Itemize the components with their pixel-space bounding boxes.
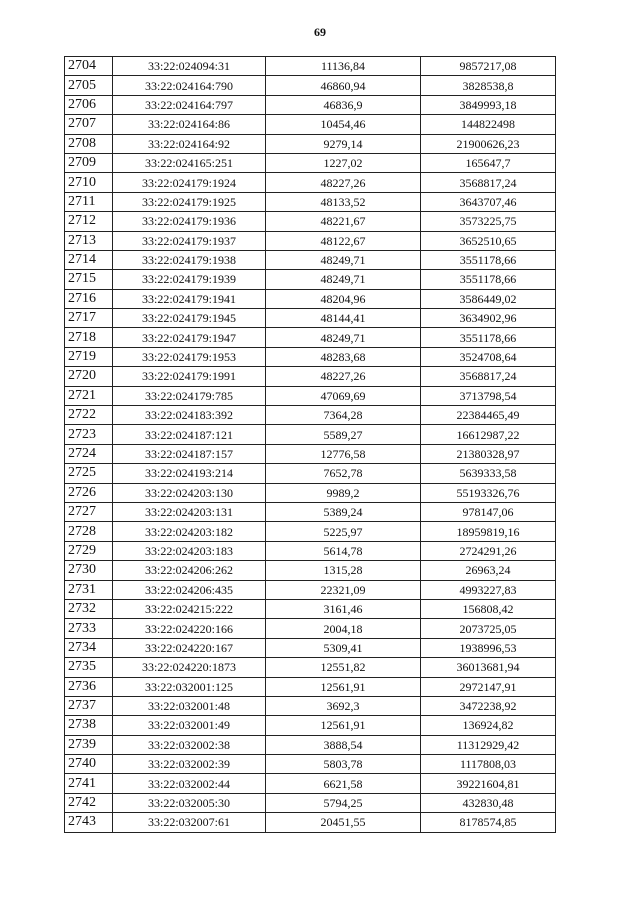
row-number-cell: 2722 — [65, 406, 113, 425]
table-row — [65, 173, 556, 192]
table-row — [65, 192, 556, 211]
value-cell: 978147,06 — [421, 502, 556, 521]
area-cell: 22321,09 — [266, 580, 421, 599]
cadastral-number-cell: 33:22:032002:38 — [113, 735, 266, 754]
area-cell: 3888,54 — [266, 735, 421, 754]
value-cell: 3551178,66 — [421, 270, 556, 289]
cadastral-number-cell: 33:22:024203:183 — [113, 541, 266, 560]
row-number-cell: 2719 — [65, 347, 113, 366]
value-cell: 144822498 — [421, 115, 556, 134]
table-row — [65, 57, 556, 76]
value-cell: 55193326,76 — [421, 483, 556, 502]
row-number-cell: 2713 — [65, 231, 113, 250]
cadastral-number-cell: 33:22:032001:125 — [113, 677, 266, 696]
row-number-cell: 2742 — [65, 793, 113, 812]
row-number-cell: 2741 — [65, 774, 113, 793]
value-cell: 1938996,53 — [421, 638, 556, 657]
area-cell: 5389,24 — [266, 502, 421, 521]
row-number-cell: 2728 — [65, 522, 113, 541]
row-number-cell: 2735 — [65, 658, 113, 677]
cadastral-number-cell: 33:22:024215:222 — [113, 599, 266, 618]
area-cell: 48204,96 — [266, 289, 421, 308]
table-row — [65, 580, 556, 599]
area-cell: 47069,69 — [266, 386, 421, 405]
area-cell: 20451,55 — [266, 813, 421, 832]
cadastral-number-cell: 33:22:024187:121 — [113, 425, 266, 444]
cadastral-number-cell: 33:22:024220:1873 — [113, 658, 266, 677]
row-number-cell: 2704 — [65, 57, 113, 76]
cadastral-number-cell: 33:22:032007:61 — [113, 813, 266, 832]
area-cell: 48249,71 — [266, 250, 421, 269]
row-number-cell: 2736 — [65, 677, 113, 696]
row-number-cell: 2705 — [65, 76, 113, 95]
table-row — [65, 619, 556, 638]
cadastral-number-cell: 33:22:024179:785 — [113, 386, 266, 405]
cadastral-number-cell: 33:22:024179:1947 — [113, 328, 266, 347]
row-number-cell: 2737 — [65, 696, 113, 715]
value-cell: 39221604,81 — [421, 774, 556, 793]
value-cell: 21900626,23 — [421, 134, 556, 153]
value-cell: 18959819,16 — [421, 522, 556, 541]
value-cell: 3551178,66 — [421, 328, 556, 347]
area-cell: 48221,67 — [266, 212, 421, 231]
row-number-cell: 2710 — [65, 173, 113, 192]
table-row — [65, 328, 556, 347]
row-number-cell: 2726 — [65, 483, 113, 502]
table-row — [65, 541, 556, 560]
area-cell: 48122,67 — [266, 231, 421, 250]
table-row — [65, 367, 556, 386]
value-cell: 36013681,94 — [421, 658, 556, 677]
cadastral-number-cell: 33:22:032001:49 — [113, 716, 266, 735]
table-row — [65, 638, 556, 657]
area-cell: 46836,9 — [266, 95, 421, 114]
value-cell: 3551178,66 — [421, 250, 556, 269]
table-row — [65, 813, 556, 832]
area-cell: 48249,71 — [266, 270, 421, 289]
cadastral-number-cell: 33:22:024179:1945 — [113, 309, 266, 328]
area-cell: 7364,28 — [266, 406, 421, 425]
cadastral-number-cell: 33:22:024179:1936 — [113, 212, 266, 231]
table-row — [65, 425, 556, 444]
area-cell: 10454,46 — [266, 115, 421, 134]
area-cell: 48283,68 — [266, 347, 421, 366]
cadastral-number-cell: 33:22:024206:435 — [113, 580, 266, 599]
value-cell: 2972147,91 — [421, 677, 556, 696]
row-number-cell: 2718 — [65, 328, 113, 347]
table-row — [65, 95, 556, 114]
value-cell: 3573225,75 — [421, 212, 556, 231]
value-cell: 16612987,22 — [421, 425, 556, 444]
area-cell: 7652,78 — [266, 464, 421, 483]
cadastral-number-cell: 33:22:024165:251 — [113, 153, 266, 172]
table-row — [65, 231, 556, 250]
table-row — [65, 134, 556, 153]
table-row — [65, 347, 556, 366]
row-number-cell: 2738 — [65, 716, 113, 735]
table-row — [65, 406, 556, 425]
cadastral-number-cell: 33:22:032001:48 — [113, 696, 266, 715]
row-number-cell: 2714 — [65, 250, 113, 269]
area-cell: 12776,58 — [266, 444, 421, 463]
value-cell: 156808,42 — [421, 599, 556, 618]
area-cell: 3161,46 — [266, 599, 421, 618]
cadastral-number-cell: 33:22:024179:1937 — [113, 231, 266, 250]
row-number-cell: 2732 — [65, 599, 113, 618]
row-number-cell: 2712 — [65, 212, 113, 231]
table-row — [65, 309, 556, 328]
area-cell: 5614,78 — [266, 541, 421, 560]
cadastral-number-cell: 33:22:024206:262 — [113, 561, 266, 580]
cadastral-number-cell: 33:22:024193:214 — [113, 464, 266, 483]
cadastral-number-cell: 33:22:024164:797 — [113, 95, 266, 114]
table-row — [65, 212, 556, 231]
table-row — [65, 696, 556, 715]
row-number-cell: 2727 — [65, 502, 113, 521]
value-cell: 3568817,24 — [421, 367, 556, 386]
table-row — [65, 599, 556, 618]
area-cell: 6621,58 — [266, 774, 421, 793]
row-number-cell: 2716 — [65, 289, 113, 308]
cadastral-number-cell: 33:22:032002:44 — [113, 774, 266, 793]
row-number-cell: 2711 — [65, 192, 113, 211]
area-cell: 12561,91 — [266, 677, 421, 696]
cadastral-number-cell: 33:22:024179:1924 — [113, 173, 266, 192]
row-number-cell: 2706 — [65, 95, 113, 114]
page-number: 69 — [314, 25, 326, 39]
cadastral-number-cell: 33:22:024220:166 — [113, 619, 266, 638]
value-cell: 3849993,18 — [421, 95, 556, 114]
value-cell: 5639333,58 — [421, 464, 556, 483]
row-number-cell: 2733 — [65, 619, 113, 638]
value-cell: 3472238,92 — [421, 696, 556, 715]
area-cell: 11136,84 — [266, 57, 421, 76]
row-number-cell: 2740 — [65, 755, 113, 774]
cadastral-number-cell: 33:22:024094:31 — [113, 57, 266, 76]
row-number-cell: 2715 — [65, 270, 113, 289]
area-cell: 48227,26 — [266, 367, 421, 386]
cadastral-number-cell: 33:22:032005:30 — [113, 793, 266, 812]
cadastral-number-cell: 33:22:024179:1941 — [113, 289, 266, 308]
area-cell: 5803,78 — [266, 755, 421, 774]
value-cell: 2724291,26 — [421, 541, 556, 560]
row-number-cell: 2731 — [65, 580, 113, 599]
value-cell: 3643707,46 — [421, 192, 556, 211]
cadastral-number-cell: 33:22:024164:92 — [113, 134, 266, 153]
area-cell: 5225,97 — [266, 522, 421, 541]
table-row — [65, 483, 556, 502]
table-row — [65, 464, 556, 483]
value-cell: 3568817,24 — [421, 173, 556, 192]
area-cell: 3692,3 — [266, 696, 421, 715]
row-number-cell: 2707 — [65, 115, 113, 134]
cadastral-number-cell: 33:22:024203:131 — [113, 502, 266, 521]
cadastral-number-cell: 33:22:024164:86 — [113, 115, 266, 134]
table-row — [65, 735, 556, 754]
area-cell: 1227,02 — [266, 153, 421, 172]
value-cell: 3524708,64 — [421, 347, 556, 366]
table-row — [65, 755, 556, 774]
table-row — [65, 76, 556, 95]
table-row — [65, 658, 556, 677]
table-row — [65, 502, 556, 521]
row-number-cell: 2708 — [65, 134, 113, 153]
table-row — [65, 250, 556, 269]
area-cell: 48144,41 — [266, 309, 421, 328]
cadastral-number-cell: 33:22:024179:1991 — [113, 367, 266, 386]
cadastral-number-cell: 33:22:024220:167 — [113, 638, 266, 657]
area-cell: 46860,94 — [266, 76, 421, 95]
row-number-cell: 2725 — [65, 464, 113, 483]
value-cell: 3713798,54 — [421, 386, 556, 405]
area-cell: 1315,28 — [266, 561, 421, 580]
area-cell: 48133,52 — [266, 192, 421, 211]
table-row — [65, 561, 556, 580]
value-cell: 9857217,08 — [421, 57, 556, 76]
table-row — [65, 444, 556, 463]
table-row — [65, 716, 556, 735]
table-row — [65, 774, 556, 793]
area-cell: 12561,91 — [266, 716, 421, 735]
value-cell: 21380328,97 — [421, 444, 556, 463]
row-number-cell: 2717 — [65, 309, 113, 328]
cadastral-number-cell: 33:22:024203:130 — [113, 483, 266, 502]
row-number-cell: 2730 — [65, 561, 113, 580]
row-number-cell: 2729 — [65, 541, 113, 560]
area-cell: 5794,25 — [266, 793, 421, 812]
row-number-cell: 2723 — [65, 425, 113, 444]
value-cell: 3634902,96 — [421, 309, 556, 328]
cadastral-number-cell: 33:22:024179:1953 — [113, 347, 266, 366]
value-cell: 4993227,83 — [421, 580, 556, 599]
area-cell: 9989,2 — [266, 483, 421, 502]
row-number-cell: 2724 — [65, 444, 113, 463]
area-cell: 48249,71 — [266, 328, 421, 347]
value-cell: 22384465,49 — [421, 406, 556, 425]
cadastral-number-cell: 33:22:024164:790 — [113, 76, 266, 95]
value-cell: 3652510,65 — [421, 231, 556, 250]
value-cell: 3586449,02 — [421, 289, 556, 308]
table-row — [65, 793, 556, 812]
table-row — [65, 522, 556, 541]
row-number-cell: 2739 — [65, 735, 113, 754]
value-cell: 2073725,05 — [421, 619, 556, 638]
row-number-cell: 2709 — [65, 153, 113, 172]
value-cell: 11312929,42 — [421, 735, 556, 754]
table-row — [65, 115, 556, 134]
table-row — [65, 270, 556, 289]
cadastral-number-cell: 33:22:024183:392 — [113, 406, 266, 425]
row-number-cell: 2734 — [65, 638, 113, 657]
table-body — [65, 57, 556, 833]
value-cell: 432830,48 — [421, 793, 556, 812]
area-cell: 2004,18 — [266, 619, 421, 638]
value-cell: 165647,7 — [421, 153, 556, 172]
area-cell: 5589,27 — [266, 425, 421, 444]
value-cell: 136924,82 — [421, 716, 556, 735]
cadastral-number-cell: 33:22:024179:1939 — [113, 270, 266, 289]
cadastral-number-cell: 33:22:024179:1925 — [113, 192, 266, 211]
area-cell: 12551,82 — [266, 658, 421, 677]
table-row — [65, 386, 556, 405]
cadastral-number-cell: 33:22:024179:1938 — [113, 250, 266, 269]
table-row — [65, 289, 556, 308]
value-cell: 3828538,8 — [421, 76, 556, 95]
cadastral-number-cell: 33:22:024187:157 — [113, 444, 266, 463]
cadastral-number-cell: 33:22:032002:39 — [113, 755, 266, 774]
value-cell: 1117808,03 — [421, 755, 556, 774]
area-cell: 48227,26 — [266, 173, 421, 192]
area-cell: 9279,14 — [266, 134, 421, 153]
table-row — [65, 153, 556, 172]
row-number-cell: 2721 — [65, 386, 113, 405]
value-cell: 8178574,85 — [421, 813, 556, 832]
cadastral-table — [64, 56, 556, 833]
table-row — [65, 677, 556, 696]
cadastral-number-cell: 33:22:024203:182 — [113, 522, 266, 541]
row-number-cell: 2720 — [65, 367, 113, 386]
row-number-cell: 2743 — [65, 813, 113, 832]
area-cell: 5309,41 — [266, 638, 421, 657]
value-cell: 26963,24 — [421, 561, 556, 580]
